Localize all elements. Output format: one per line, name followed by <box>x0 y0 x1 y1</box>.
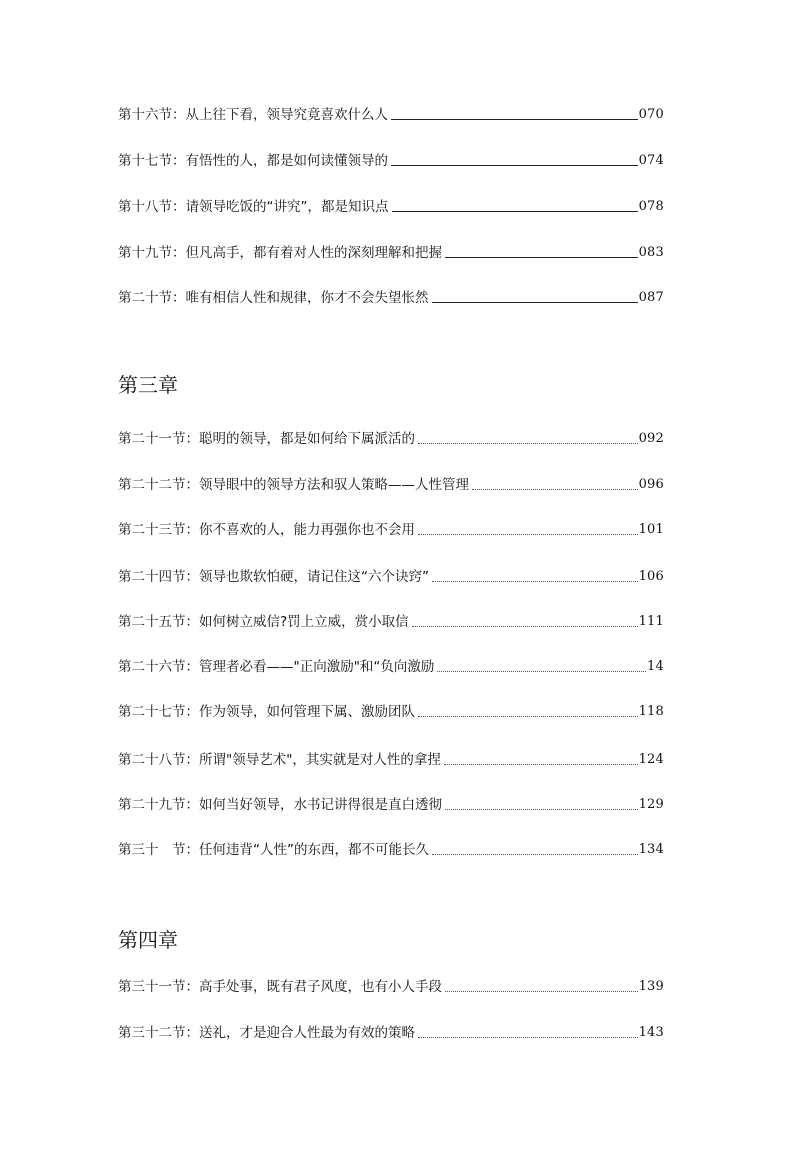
toc-entry-page: 14 <box>647 659 664 674</box>
toc-entry-title: 第二十六节：管理者必看——"正向激励"和“负向激励 <box>118 659 435 675</box>
toc-entry[interactable] <box>118 699 664 721</box>
toc-entry[interactable] <box>118 240 664 262</box>
leader-dots <box>437 671 646 672</box>
leader-line <box>445 257 638 258</box>
toc-entry-title: 第二十七节：作为领导，如何管理下属、激励团队 <box>118 704 415 720</box>
leader-dots <box>432 854 638 855</box>
toc-entry-title: 第二十一节：聪明的领导，都是如何给下属派活的 <box>118 431 415 447</box>
toc-entry-page: 111 <box>638 614 664 629</box>
toc-entry-page: 087 <box>638 290 664 305</box>
leader-line <box>432 302 638 303</box>
toc-entry[interactable] <box>118 654 664 676</box>
toc-entry-page: 083 <box>638 245 664 260</box>
leader-dots <box>472 489 638 490</box>
toc-entry[interactable] <box>118 564 664 586</box>
leader-dots <box>418 1037 638 1038</box>
leader-dots <box>432 581 638 582</box>
toc-entry-page: 070 <box>638 107 664 122</box>
toc-entry-title: 第三十 节：任何违背“人性”的东西，都不可能长久 <box>118 842 429 858</box>
toc-entry[interactable] <box>118 194 664 216</box>
toc-entry-title: 第十八节：请领导吃饭的“讲究”，都是知识点 <box>118 199 389 215</box>
leader-dots <box>418 534 638 535</box>
toc-entry-page: 106 <box>638 569 664 584</box>
chapter-heading: 第三章 <box>118 373 178 397</box>
toc-entry[interactable] <box>118 837 664 859</box>
toc-entry-page: 134 <box>638 842 664 857</box>
toc-entry-page: 124 <box>638 752 664 767</box>
toc-entry[interactable] <box>118 517 664 539</box>
toc-entry-page: 101 <box>638 522 664 537</box>
toc-entry-title: 第二十二节：领导眼中的领导方法和驭人策略——人性管理 <box>118 477 469 493</box>
toc-entry-page: 092 <box>638 431 664 446</box>
toc-entry-page: 096 <box>638 477 664 492</box>
leader-dots <box>412 626 638 627</box>
leader-dots <box>444 764 638 765</box>
toc-entry-title: 第二十四节：领导也欺软怕硬，请记住这“六个诀窍” <box>118 569 429 585</box>
toc-entry-page: 139 <box>638 979 664 994</box>
leader-line <box>391 119 638 120</box>
toc-entry-title: 第十七节：有悟性的人，都是如何读懂领导的 <box>118 153 388 169</box>
toc-entry-title: 第二十节：唯有相信人性和规律，你才不会失望怅然 <box>118 290 429 306</box>
toc-entry[interactable] <box>118 148 664 170</box>
leader-line <box>391 165 638 166</box>
toc-entry-title: 第二十八节：所谓"领导艺术"，其实就是对人性的拿捏 <box>118 752 441 768</box>
toc-entry-page: 078 <box>638 199 664 214</box>
leader-dots <box>418 443 638 444</box>
toc-entry-title: 第十九节：但凡高手，都有着对人性的深刻理解和把握 <box>118 245 442 261</box>
leader-dots <box>445 809 638 810</box>
leader-line <box>392 211 638 212</box>
toc-entry[interactable] <box>118 974 664 996</box>
toc-entry[interactable] <box>118 285 664 307</box>
toc-entry-page: 143 <box>638 1025 664 1040</box>
toc-entry-page: 074 <box>638 153 664 168</box>
toc-entry[interactable] <box>118 472 664 494</box>
toc-entry[interactable] <box>118 102 664 124</box>
toc-entry[interactable] <box>118 1020 664 1042</box>
chapter-heading: 第四章 <box>118 928 178 952</box>
toc-entry-title: 第二十九节：如何当好领导，水书记讲得很是直白透彻 <box>118 797 442 813</box>
toc-entry-title: 第三十一节：高手处事，既有君子风度，也有小人手段 <box>118 979 442 995</box>
leader-dots <box>445 991 638 992</box>
toc-entry-title: 第十六节：从上往下看，领导究竟喜欢什么人 <box>118 107 388 123</box>
toc-entry[interactable] <box>118 747 664 769</box>
toc-entry-title: 第二十五节：如何树立威信?罚上立威，赏小取信 <box>118 614 409 630</box>
toc-entry-page: 118 <box>638 704 664 719</box>
toc-entry-page: 129 <box>638 797 664 812</box>
toc-entry[interactable] <box>118 792 664 814</box>
toc-entry[interactable] <box>118 609 664 631</box>
toc-entry-title: 第三十二节：送礼，才是迎合人性最为有效的策略 <box>118 1025 415 1041</box>
leader-dots <box>418 716 638 717</box>
toc-entry-title: 第二十三节：你不喜欢的人，能力再强你也不会用 <box>118 522 415 538</box>
toc-entry[interactable] <box>118 426 664 448</box>
